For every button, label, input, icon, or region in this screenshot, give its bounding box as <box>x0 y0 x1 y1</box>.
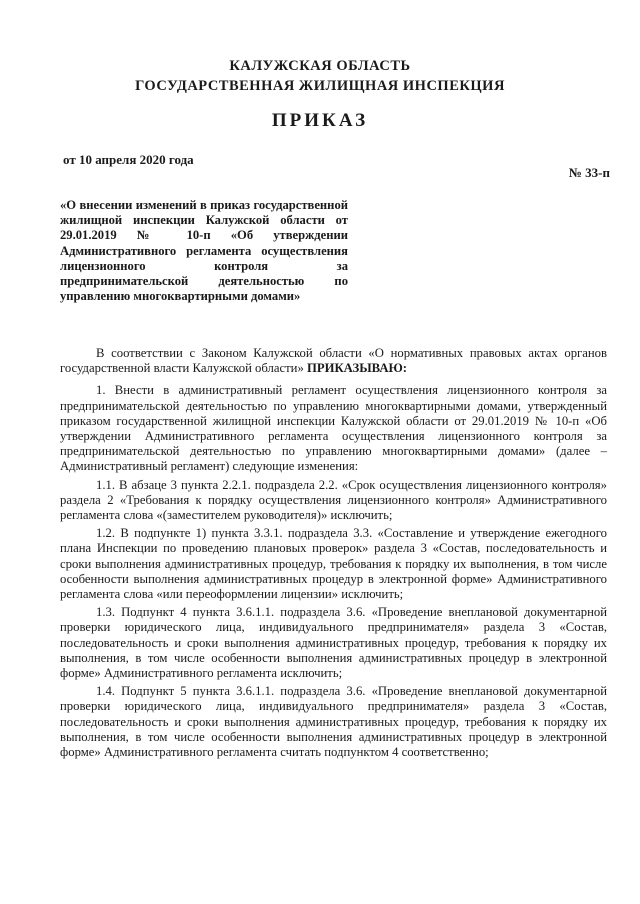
paragraph-1-1: 1.1. В абзаце 3 пункта 2.2.1. подраздела 2.2. «Срок осуществления лицензионного контроля» раздела 2 «Требования к порядку осуществления лицензионного контроля» Административного регламента слова «(заместителем руководителя)» исключить; <box>60 477 607 523</box>
paragraph-1-2: 1.2. В подпункте 1) пункта 3.3.1. подраздела 3.3. «Составление и утверждение ежегодного плана Инспекции по проведению плановых проверок» раздела 3 «Состав, последовательность и сроки выполнения административных процедур, требования к порядку их выполнения, в том числе особенности выполнения административных процедур в электронной форме» Административного регламента слова «или переоформлении лицензии» исключить; <box>60 526 607 602</box>
document-body <box>60 346 607 763</box>
paragraph-1-3: 1.3. Подпункт 4 пункта 3.6.1.1. подраздела 3.6. «Проведение внеплановой документарной проверки юридического лица, индивидуального предпринимателя» раздела 3 «Состав, последовательность и сроки выполнения административных процедур, требования к порядку их выполнения, в том числе особенности выполнения административных процедур в электронной форме» Административного регламента исключить; <box>60 605 607 681</box>
document-date: от 10 апреля 2020 года <box>63 152 194 167</box>
document-number: № 33-п <box>568 165 610 180</box>
paragraph-1: 1. Внести в административный регламент осуществления лицензионного контроля за предпринимательской деятельностью по управлению многоквартирными домами, утвержденный приказом государственной жилищной инспекции Калужской области от 29.01.2019 № 10-п «Об утверждении Административного регламента осуществления лицензионного контроля за предпринимательской деятельностью по управлению многоквартирными домами» (далее – Административный регламент) следующие изменения: <box>60 383 607 474</box>
document-title: ПРИКАЗ <box>271 110 369 131</box>
preamble-text: В соответствии с Законом Калужской области «О нормативных правовых актах органов государственной власти Калужской области» <box>60 346 607 376</box>
preamble-paragraph <box>60 346 607 376</box>
paragraph-1-4: 1.4. Подпункт 5 пункта 3.6.1.1. подраздела 3.6. «Проведение внеплановой документарной проверки юридического лица, индивидуального предпринимателя» раздела 3 «Состав, последовательность и сроки выполнения административных процедур, требования к порядку их выполнения, в том числе особенности выполнения административных процедур в электронной форме» Административного регламента считать подпунктом 4 соответственно; <box>60 684 607 760</box>
preamble-action: ПРИКАЗЫВАЮ: <box>306 361 408 376</box>
document-subject: «О внесении изменений в приказ государственной жилищной инспекции Калужской области от 29.01.2019 № 10-п «Об утверждении Административного регламента осуществления лицензионного контроля за предпринимательской деятельностью по управлению многоквартирными домами» <box>60 198 348 304</box>
region-heading: КАЛУЖСКАЯ ОБЛАСТЬ <box>229 58 411 74</box>
organization-heading: ГОСУДАРСТВЕННАЯ ЖИЛИЩНАЯ ИНСПЕКЦИЯ <box>135 78 505 94</box>
